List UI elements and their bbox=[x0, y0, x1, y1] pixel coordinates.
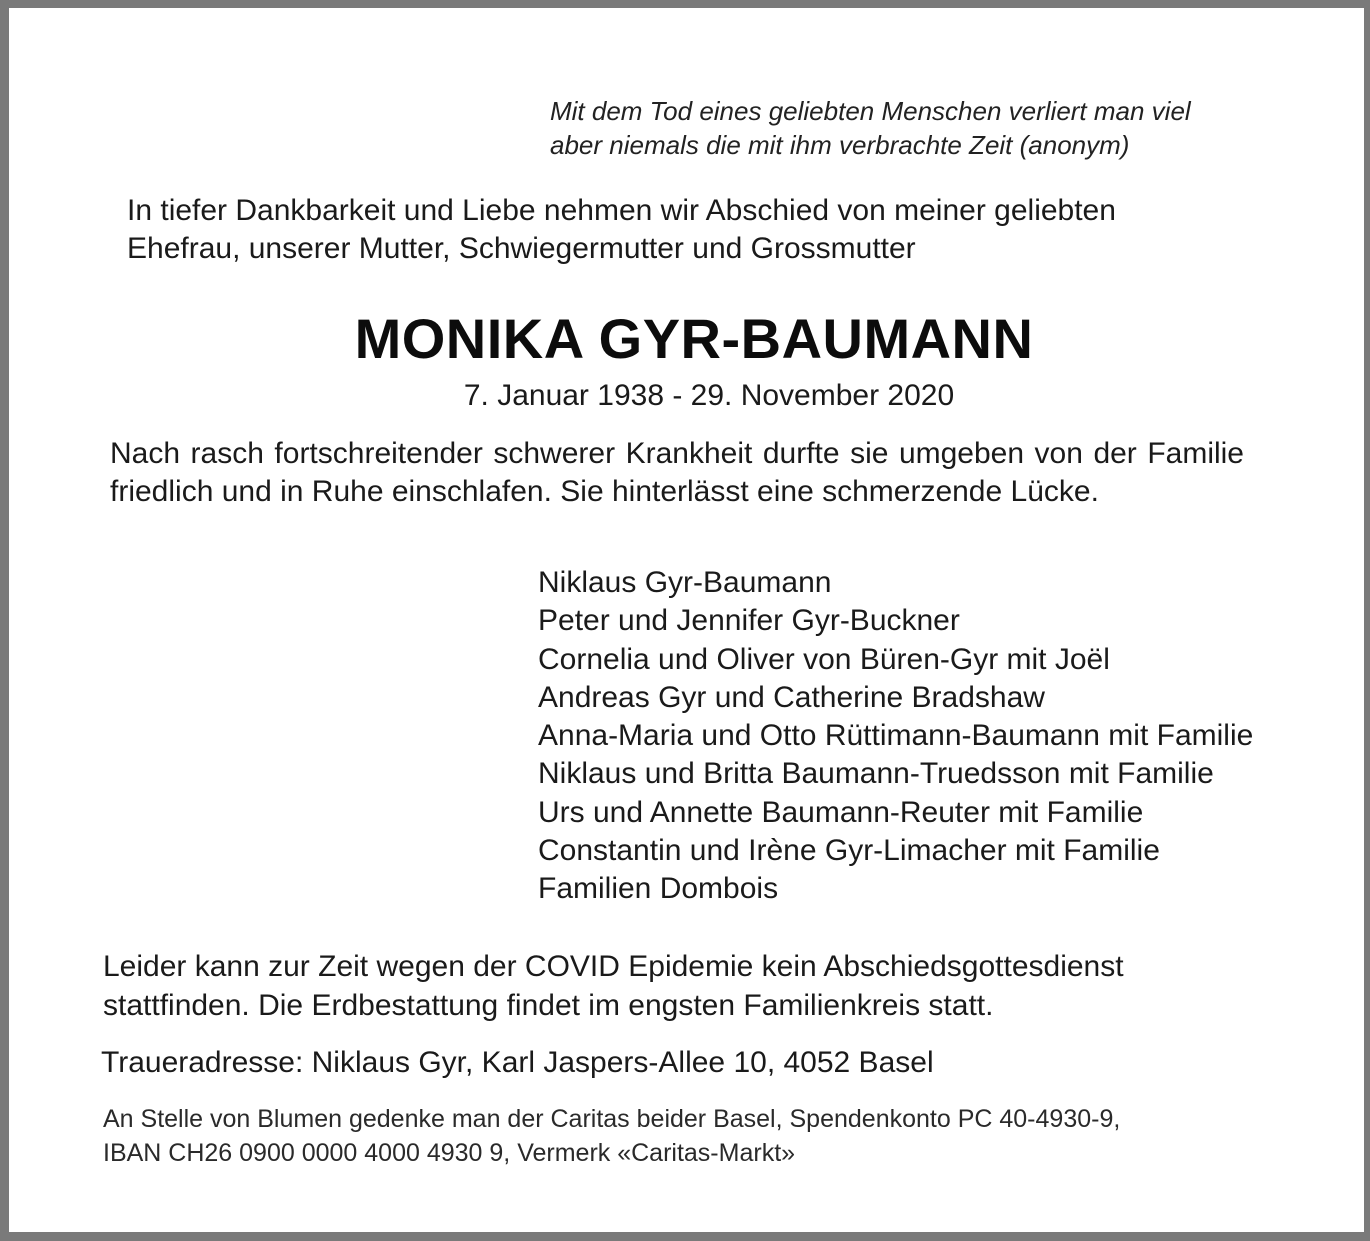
intro-line-1: In tiefer Dankbarkeit und Liebe nehmen wir Abschied von meiner geliebten bbox=[127, 194, 1116, 227]
life-dates: 7. Januar 1938 - 29. November 2020 bbox=[463, 379, 955, 412]
quote-line-1: Mit dem Tod eines geliebten Menschen verliert man viel bbox=[550, 96, 1191, 126]
mourner-item: Niklaus und Britta Baumann-Truedsson mit Familie bbox=[538, 757, 1214, 791]
quote-line-2: aber niemals die mit ihm verbrachte Zeit (anonym) bbox=[550, 130, 1130, 160]
donation-note bbox=[103, 1102, 1120, 1170]
intro-line-2: Ehefrau, unserer Mutter, Schwiegermutter und Grossmutter bbox=[127, 232, 916, 265]
deceased-name: MONIKA GYR-BAUMANN bbox=[354, 307, 1034, 370]
notice-line-1: Leider kann zur Zeit wegen der COVID Epidemie kein Abschiedsgottesdienst bbox=[103, 950, 1124, 983]
mourner-item: Familien Dombois bbox=[538, 872, 779, 906]
mourner-item: Urs und Annette Baumann-Reuter mit Familie bbox=[538, 795, 1144, 829]
mourning-address: Traueradresse: Niklaus Gyr, Karl Jaspers-Allee 10, 4052 Basel bbox=[101, 1046, 934, 1079]
mourner-item: Cornelia und Oliver von Büren-Gyr mit Joël bbox=[538, 642, 1110, 676]
memorial-quote bbox=[550, 94, 1191, 162]
donation-line-2: IBAN CH26 0900 0000 4000 4930 9, Vermerk «Caritas-Markt» bbox=[103, 1139, 796, 1167]
mourner-item: Andreas Gyr und Catherine Bradshaw bbox=[538, 680, 1045, 714]
mourner-item: Anna-Maria und Otto Rüttimann-Baumann mit Familie bbox=[538, 719, 1254, 753]
mourner-item: Peter und Jennifer Gyr-Buckner bbox=[538, 604, 960, 638]
donation-line-1: An Stelle von Blumen gedenke man der Caritas beider Basel, Spendenkonto PC 40-4930-9, bbox=[103, 1105, 1121, 1133]
mourner-item: Niklaus Gyr-Baumann bbox=[538, 566, 832, 599]
notice-line-2: stattfinden. Die Erdbestattung findet im engsten Familienkreis statt. bbox=[103, 989, 994, 1022]
passing-description: Nach rasch fortschreitender schwerer Krankheit durfte sie umgeben von der Familie friedlich und in Ruhe einschlafen. Sie hinterlässt eine schmerzende Lücke. bbox=[110, 437, 1244, 508]
mourner-item: Constantin und Irène Gyr-Limacher mit Familie bbox=[538, 834, 1160, 868]
service-notice bbox=[103, 947, 1124, 1025]
intro-text bbox=[127, 192, 1116, 268]
mourners-list bbox=[538, 564, 1253, 909]
